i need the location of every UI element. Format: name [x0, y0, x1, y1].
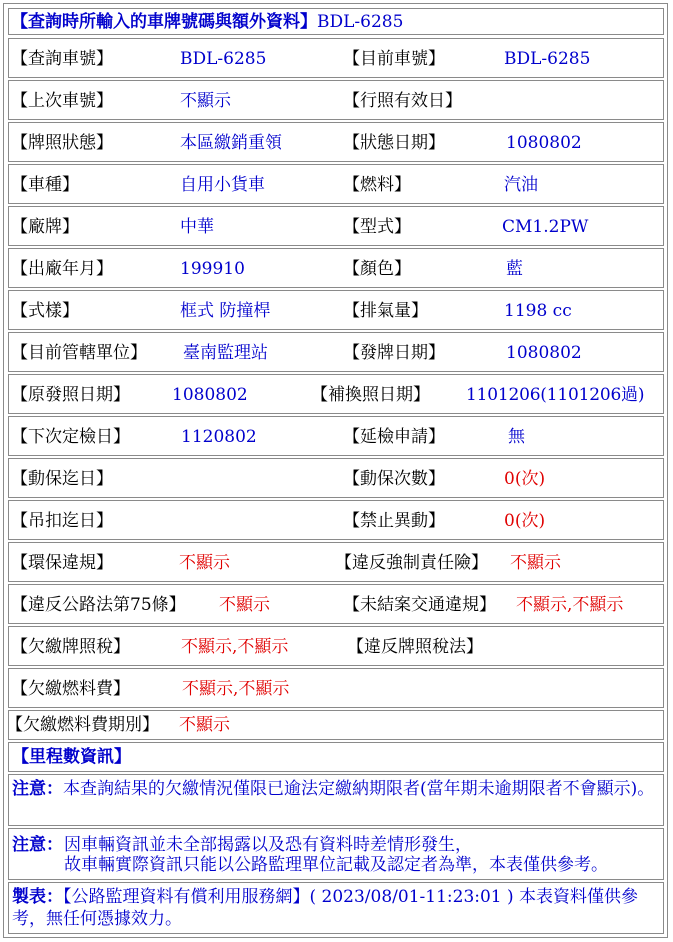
- label-status-date: 【狀態日期】: [343, 133, 445, 153]
- row-next-inspection: [8, 416, 664, 456]
- value-insurance-violation: 不顯示: [510, 553, 561, 573]
- value-highway-act-violation: 不顯示: [219, 595, 270, 615]
- value-fuel: 汽油: [504, 175, 538, 195]
- row-unpaid-license-tax: [8, 626, 664, 666]
- label-unpaid-fuel-fee: 【欠繳燃料費】: [11, 679, 130, 699]
- row-highway-act-violation: [8, 584, 664, 624]
- row-plate-status: [8, 122, 664, 162]
- label-unpaid-license-tax: 【欠繳牌照稅】: [11, 637, 130, 657]
- label-highway-act-violation: 【違反公路法第75條】: [11, 595, 186, 615]
- value-next-inspection: 1120802: [181, 427, 257, 447]
- value-plate-status: 本區繳銷重領: [180, 133, 282, 153]
- row-suspension-end-date: [8, 500, 664, 540]
- label-model: 【型式】: [343, 217, 411, 237]
- label-query-plate: 【查詢車號】: [11, 49, 113, 69]
- value-displacement: 1198 cc: [504, 301, 572, 321]
- label-plate-issue-date: 【發牌日期】: [343, 343, 445, 363]
- value-model: CM1.2PW: [502, 217, 589, 237]
- row-body-style: [8, 290, 664, 330]
- row-unpaid-fuel-fee-period: [8, 710, 664, 740]
- label-jurisdiction: 【目前管轄單位】: [11, 343, 147, 363]
- footer-label: 製表：: [12, 887, 63, 907]
- label-vehicle-type: 【車種】: [11, 175, 79, 195]
- label-inspection-extension: 【延檢申請】: [343, 427, 445, 447]
- value-status-date: 1080802: [506, 133, 582, 153]
- value-inspection-extension: 無: [508, 427, 525, 447]
- label-current-plate: 【目前車號】: [343, 49, 445, 69]
- row-lien-end-date: [8, 458, 664, 498]
- label-color: 【顏色】: [343, 259, 411, 279]
- value-previous-plate: 不顯示: [180, 91, 231, 111]
- note-overdue: [8, 774, 664, 826]
- footer-source: 【公路監理資料有償利用服務網】: [63, 887, 310, 907]
- label-license-valid-date: 【行照有效日】: [343, 91, 462, 111]
- note-overdue-text: [12, 778, 660, 800]
- row-previous-plate: [8, 80, 664, 120]
- label-plate-status: 【牌照狀態】: [11, 133, 113, 153]
- label-unpaid-fuel-fee-period: 【欠繳燃料費期別】: [6, 715, 159, 735]
- label-body-style: 【式樣】: [11, 301, 79, 321]
- note-disclaimer-label: 注意：: [12, 835, 63, 855]
- note-disclaimer: [8, 828, 664, 880]
- row-unpaid-fuel-fee: [8, 668, 664, 708]
- label-next-inspection: 【下次定檢日】: [11, 427, 130, 447]
- label-lien-count: 【動保次數】: [343, 469, 445, 489]
- value-transfer-ban: 0(次): [504, 511, 546, 531]
- row-mileage-info: [8, 742, 664, 772]
- value-unpaid-license-tax: 不顯示,不顯示: [181, 637, 289, 657]
- label-lien-end-date: 【動保迄日】: [11, 469, 113, 489]
- value-color: 藍: [506, 259, 523, 279]
- value-unpaid-fuel-fee-period: 不顯示: [179, 715, 230, 735]
- note-disclaimer-line2: 故車輛實際資訊只能以公路監理單位記載及認定者為準，本表僅供參考。: [64, 855, 608, 875]
- row-manufacture-date: [8, 248, 664, 288]
- label-displacement: 【排氣量】: [343, 301, 428, 321]
- row-jurisdiction: [8, 332, 664, 372]
- value-query-plate: BDL-6285: [180, 49, 267, 69]
- header-row: [8, 8, 664, 35]
- label-previous-plate: 【上次車號】: [11, 91, 113, 111]
- value-body-style: 框式 防撞桿: [180, 301, 271, 321]
- row-query-plate: [8, 38, 664, 78]
- label-fuel: 【燃料】: [343, 175, 411, 195]
- row-environmental-violation: [8, 542, 664, 582]
- label-transfer-ban: 【禁止異動】: [343, 511, 445, 531]
- note-disclaimer-line1: 因車輛資訊並未全部揭露以及恐有資料時差情形發生，: [64, 835, 472, 855]
- value-original-issue-date: 1080802: [172, 385, 248, 405]
- footer-body: ( 2023/08/01-11:23:01 ) 本表資料僅供參考，無任何憑據效力。: [12, 887, 639, 929]
- label-open-traffic-violations: 【未結案交通違規】: [343, 595, 496, 615]
- value-open-traffic-violations: 不顯示,不顯示: [516, 595, 624, 615]
- header-title: [11, 12, 403, 32]
- note-overdue-label: 注意：: [12, 779, 63, 799]
- label-brand: 【廠牌】: [11, 217, 79, 237]
- footer-text: [12, 886, 660, 930]
- label-original-issue-date: 【原發照日期】: [11, 385, 130, 405]
- label-reissue-date: 【補換照日期】: [311, 385, 430, 405]
- label-manufacture-date: 【出廠年月】: [11, 259, 113, 279]
- label-license-tax-violation: 【違反牌照稅法】: [347, 637, 483, 657]
- header-title-text: 【查詢時所輸入的車牌號碼與額外資料】: [11, 12, 317, 32]
- value-jurisdiction: 臺南監理站: [183, 343, 268, 363]
- value-vehicle-type: 自用小貨車: [180, 175, 265, 195]
- label-insurance-violation: 【違反強制責任險】: [335, 553, 488, 573]
- label-environmental-violation: 【環保違規】: [11, 553, 113, 573]
- row-brand: [8, 206, 664, 246]
- footer-note: [8, 882, 664, 934]
- label-suspension-end-date: 【吊扣迄日】: [11, 511, 113, 531]
- value-brand: 中華: [180, 217, 214, 237]
- value-manufacture-date: 199910: [180, 259, 245, 279]
- value-lien-count: 0(次): [504, 469, 546, 489]
- value-current-plate: BDL-6285: [504, 49, 591, 69]
- row-original-issue-date: [8, 374, 664, 414]
- value-environmental-violation: 不顯示: [179, 553, 230, 573]
- note-overdue-body: 本查詢結果的欠繳情況僅限已逾法定繳納期限者(當年期未逾期限者不會顯示)。: [63, 779, 655, 799]
- value-plate-issue-date: 1080802: [506, 343, 582, 363]
- row-vehicle-type: [8, 164, 664, 204]
- header-plate: BDL-6285: [317, 12, 404, 32]
- value-unpaid-fuel-fee: 不顯示,不顯示: [182, 679, 290, 699]
- value-reissue-date: 1101206(1101206過): [466, 385, 645, 405]
- mileage-info-label: 【里程數資訊】: [12, 747, 131, 767]
